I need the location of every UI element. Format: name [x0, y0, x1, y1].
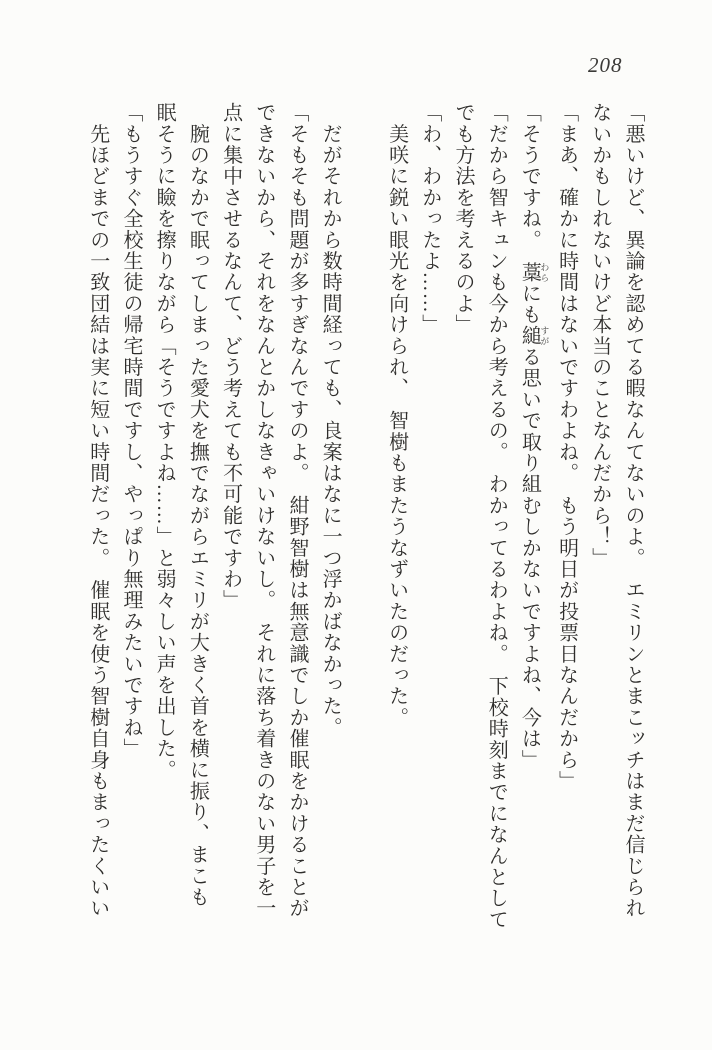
text-line: 美咲に鋭い眼光を向けられ、 智樹もまたうなずいたのだった。	[385, 102, 408, 728]
furigana: すが	[539, 325, 550, 347]
ruby-base: 藁 わら	[518, 261, 550, 283]
text-line: 「そうですね。 藁 わらにも縋 すがる思いで取り組むしかないですよね、今は」	[518, 102, 550, 771]
text-line: 腕のなかで眠ってしまった愛犬を撫でながらエミリが大きく首を横に振り、まこも	[186, 102, 209, 908]
page-number: 208	[588, 53, 623, 77]
text-line: 「わ、わかったよ……」	[418, 102, 441, 336]
text-line: 「そもそも問題が多すぎなんですのよ。 紺野智樹は無意識でしか催眠をかけることが	[285, 102, 308, 919]
text-line: ないかもしれないけど本当のことなんだから！」	[588, 102, 611, 569]
text-line: 「まあ、確かに時間はないですわよね。 もう明日が投票日なんだから」	[555, 102, 578, 792]
text-line: だがそれから数時間経っても、良案はなに一つ浮かばなかった。	[319, 102, 342, 738]
text-line: できないから、それをなんとかしなきゃいけないし。 それに落ち着きのない男子を一	[252, 102, 275, 919]
text-line: 先ほどまでの一致団結は実に短い時間だった。 催眠を使う智樹自身もまったくいい	[86, 102, 109, 919]
ruby-base: 縋 すが	[518, 325, 550, 347]
text-line: でも方法を考えるのよ」	[451, 102, 474, 336]
text-line: 「だから智キュンも今から考えるの。 わかってるわよね。 下校時刻までになんとして	[485, 102, 508, 930]
text-line: 「もうすぐ全校生徒の帰宅時間ですし、やっぱり無理みたいですね」	[119, 102, 142, 760]
text-line: 点に集中させるなんて、どう考えても不可能ですわ」	[219, 102, 242, 611]
furigana: わら	[539, 261, 550, 283]
text-line: 「悪いけど、異論を認めてる暇なんてないのよ。 エミリンとまこッチはまだ信じられ	[622, 102, 644, 919]
page-text	[81, 102, 649, 954]
text-line: 眠そうに瞼を擦りながら「そうですよね……」と弱々しい声を出した。	[153, 102, 176, 781]
